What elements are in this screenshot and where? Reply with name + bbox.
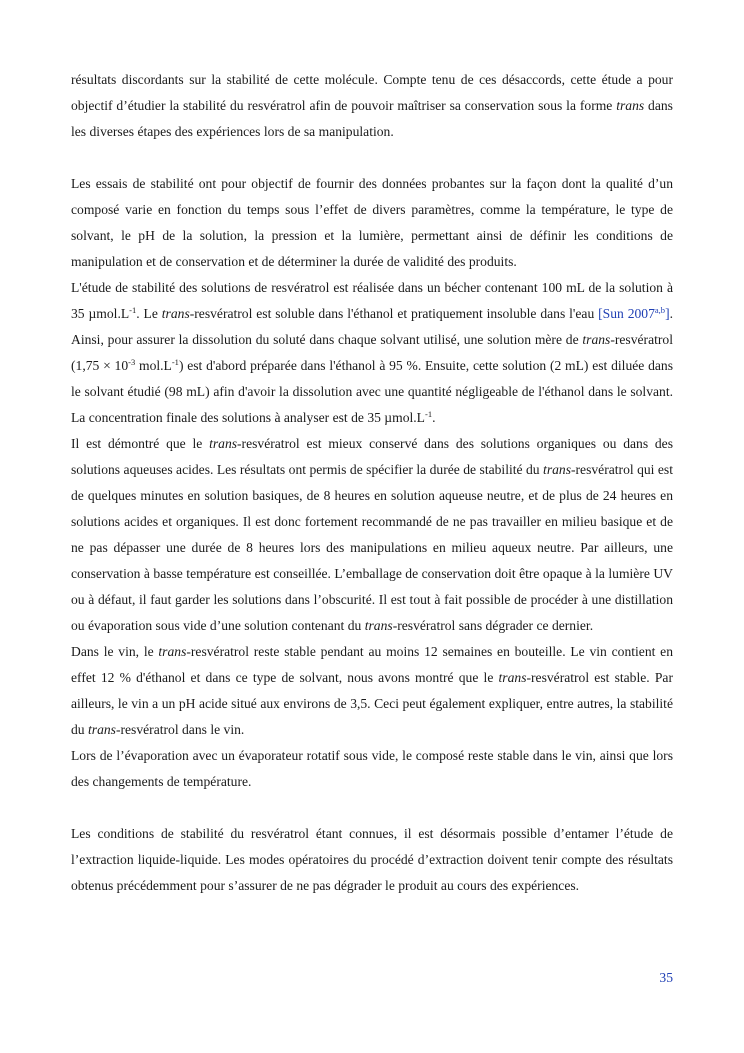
page-number: 35 (659, 970, 673, 985)
italic-trans: trans (158, 644, 187, 659)
paragraph-5: Dans le vin, le trans-resvératrol reste stable pendant au moins 12 semaines en bouteille. Le vin contient en effet 12 % d'éthanol et dans ce type de solvant, nous avons montré que le trans-resvératrol est stable. Par ailleurs, le vin a un pH acide situé aux environs de 3,5. Ceci peut également expliquer, entre autres, la stabilité du trans-resvératrol dans le vin. (71, 644, 673, 737)
paragraph-gap (71, 795, 673, 821)
paragraph-2: Les essais de stabilité ont pour objectif de fournir des données probantes sur la façon dont la qualité d’un composé varie en fonction du temps sous l’effet de divers paramètres, comme la température, le type de solvant, le pH de la solution, la pression et la lumière, permettant ainsi de définir les conditions de manipulation et de conservation et de déterminer la durée de validité des produits. (71, 176, 673, 269)
italic-trans: trans (582, 332, 611, 347)
paragraph-1: résultats discordants sur la stabilité de cette molécule. Compte tenu de ces désaccords, cette étude a pour objectif d’étudier la stabilité du resvératrol afin de pouvoir maîtriser sa conservation sous la forme trans dans les diverses étapes des expériences lors de sa manipulation. (71, 72, 673, 139)
italic-trans: trans (498, 670, 527, 685)
paragraph-4: Il est démontré que le trans-resvératrol est mieux conservé dans des solutions organiques ou dans des solutions aqueuses acides. Les résultats ont permis de spécifier la durée de stabilité du trans-resvératrol qui est de quelques minutes en solution basiques, de 8 heures en solution aqueuse neutre, et de plus de 24 heures en solutions acides et organiques. Il est donc fortement recommandé de ne pas travailler en milieu basique et de ne pas dépasser une durée de 8 heures lors des manipulations en milieu aqueux neutre. Par ailleurs, une conservation à basse température est conseillée. L’emballage de conservation doit être opaque à la lumière UV ou à défaut, il faut garder les solutions dans l’obscurité. Il est tout à fait possible de procéder à une distillation ou évaporation sous vide d’une solution contenant du trans-resvératrol sans dégrader ce dernier. (71, 436, 674, 633)
italic-trans: trans (543, 462, 571, 477)
italic-trans: trans (364, 618, 393, 633)
paragraph-6: Lors de l’évaporation avec un évaporateur rotatif sous vide, le composé reste stable dans le vin, ainsi que lors des changements de température. (71, 748, 673, 789)
italic-trans: trans (161, 306, 190, 321)
italic-trans: trans (209, 436, 238, 451)
document-body (71, 67, 673, 899)
paragraph-gap (71, 145, 673, 171)
italic-trans: trans (616, 98, 645, 113)
paragraph-3: L'étude de stabilité des solutions de resvératrol est réalisée dans un bécher contenant 100 mL de la solution à 35 $\mu mol.L^{-1}$. Le trans-resvératrol est soluble dans l'éthanol et pratiquement insoluble dans l'eau [Sun 2007$^{a,b}$]. Ainsi, pour assurer la dissolution du soluté dans chaque solvant utilisé, une solution mère de trans-resvératrol ($1,75 \times 10^{-3}$ $mol.L^{-1}$) est d'abord préparée dans l'éthanol à 95 %. Ensuite, cette solution (2 mL) est diluée dans le solvant étudié (98 mL) afin d'avoir la dissolution avec une quantité négligeable de l'éthanol dans le solvant. La concentration finale des solutions à analyser est de 35 $\mu mol.L^{-1}$. (71, 280, 673, 425)
italic-trans: trans (88, 722, 116, 737)
citation-link[interactable]: [Sun 2007$^{a,b}$] (598, 305, 670, 321)
paragraph-7: Les conditions de stabilité du resvératrol étant connues, il est désormais possible d’entamer l’étude de l’extraction liquide-liquide. Les modes opératoires du procédé d’extraction doivent tenir compte des résultats obtenus précédemment pour s’assurer de ne pas dégrader le produit au cours des expériences. (71, 826, 673, 893)
